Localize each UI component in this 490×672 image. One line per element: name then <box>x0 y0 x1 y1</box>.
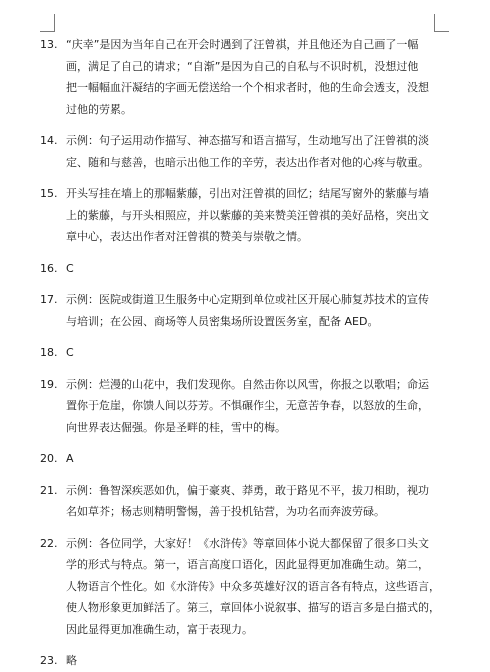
answer-line: 使人物形象更加鲜活了。第三，章回体小说叙事、描写的语言多是白描式的， <box>66 601 440 614</box>
answer-line: 略 <box>66 654 77 667</box>
answer-number: 16. <box>40 261 58 275</box>
answer-number: 18. <box>40 346 58 359</box>
answer-line: 开头写挂在墙上的那幅紫藤，引出对汪曾祺的回忆；结尾写窗外的紫藤与墙 <box>66 187 429 200</box>
answer-number: 13. <box>40 38 58 51</box>
answer-sheet <box>40 34 460 672</box>
answer-line: 章中心，表达出作者对汪曾祺的赞美与崇敬之情。 <box>66 230 308 243</box>
crop-mark-right-horizontal <box>434 31 449 32</box>
answer-line: 把一幅幅血汗凝结的字画无偿送给一个个相求者时，他的生命会透支，没想 <box>66 81 429 94</box>
answer-line: 学的形式与特点。第一，语言高度口语化，因此显得更加准确生动。第二， <box>66 558 429 571</box>
crop-mark-right-vertical <box>434 14 435 32</box>
answer-16 <box>40 258 460 280</box>
answer-line: C <box>66 346 74 359</box>
answer-number: 22. <box>40 536 58 550</box>
answer-line: 与培训；在公园、商场等人员密集场所设置医务室，配备 AED。 <box>66 314 379 328</box>
answer-line: 示例：各位同学，大家好！《水浒传》等章回体小说大都保留了很多口头文 <box>66 536 429 550</box>
answer-18 <box>40 342 460 364</box>
answer-number: 15. <box>40 187 58 200</box>
answer-line: 示例：烂漫的山花中，我们发现你。自然击你以风雪，你报之以歌唱；命运 <box>66 377 429 391</box>
answer-19 <box>40 374 460 439</box>
answer-line: 定、随和与慈善，也暗示出他工作的辛劳，表达出作者对他的心疼与敬重。 <box>66 155 429 169</box>
answer-line: 过他的劳累。 <box>66 102 132 116</box>
answer-21 <box>40 480 460 523</box>
answer-line: 名如草芥；杨志则精明警惕，善于投机钻营，为功名而奔波劳碌。 <box>66 505 385 518</box>
answer-line: 示例：医院或街道卫生服务中心定期到单位或社区开展心肺复苏技术的宣传 <box>66 293 429 306</box>
answer-line: “庆幸”是因为当年自己在开会时遇到了汪曾祺，并且他还为自己画了一幅 <box>66 38 419 51</box>
answer-number: 14. <box>40 134 58 147</box>
answer-20 <box>40 448 460 470</box>
answer-line: 向世界表达倔强。你是圣畔的桂，雪中的梅。 <box>66 420 286 434</box>
answer-line: 上的紫藤，与开头相照应，并以紫藤的美来赞美汪曾祺的美好品格，突出文 <box>66 208 429 222</box>
answer-number: 19. <box>40 377 58 391</box>
answer-line: 示例：句子运用动作描写、神态描写和语言描写，生动地写出了汪曾祺的淡 <box>66 134 429 147</box>
answer-23 <box>40 650 460 672</box>
answer-14 <box>40 130 460 173</box>
answer-line: 因此显得更加准确生动，富于表现力。 <box>66 622 253 636</box>
crop-mark-left-vertical <box>54 14 55 32</box>
crop-mark-left-horizontal <box>40 31 55 32</box>
answer-line: A <box>66 452 74 465</box>
answer-number: 23. <box>40 654 58 667</box>
answer-number: 21. <box>40 483 58 497</box>
answer-17 <box>40 289 460 332</box>
answer-line: C <box>66 261 74 275</box>
answer-line: 画，满足了自己的请求；“自渐”是因为自己的自私与不识时机，没想过他 <box>66 59 419 73</box>
answer-15 <box>40 183 460 248</box>
answer-line: 人物语言个性化。如《水浒传》中众多英雄好汉的语言各有特点，这些语言， <box>66 579 440 593</box>
answer-number: 17. <box>40 293 58 306</box>
answer-13 <box>40 34 460 120</box>
answer-number: 20. <box>40 452 58 465</box>
answer-line: 示例：鲁智深疾恶如仇，偏于豪爽、莽勇，敢于路见不平，拔刀相助，视功 <box>66 483 429 497</box>
answer-22 <box>40 533 460 641</box>
answer-line: 置你于危崖，你馈人间以芬芳。不惧碾作尘，无意苦争春，以怒放的生命， <box>66 399 429 412</box>
